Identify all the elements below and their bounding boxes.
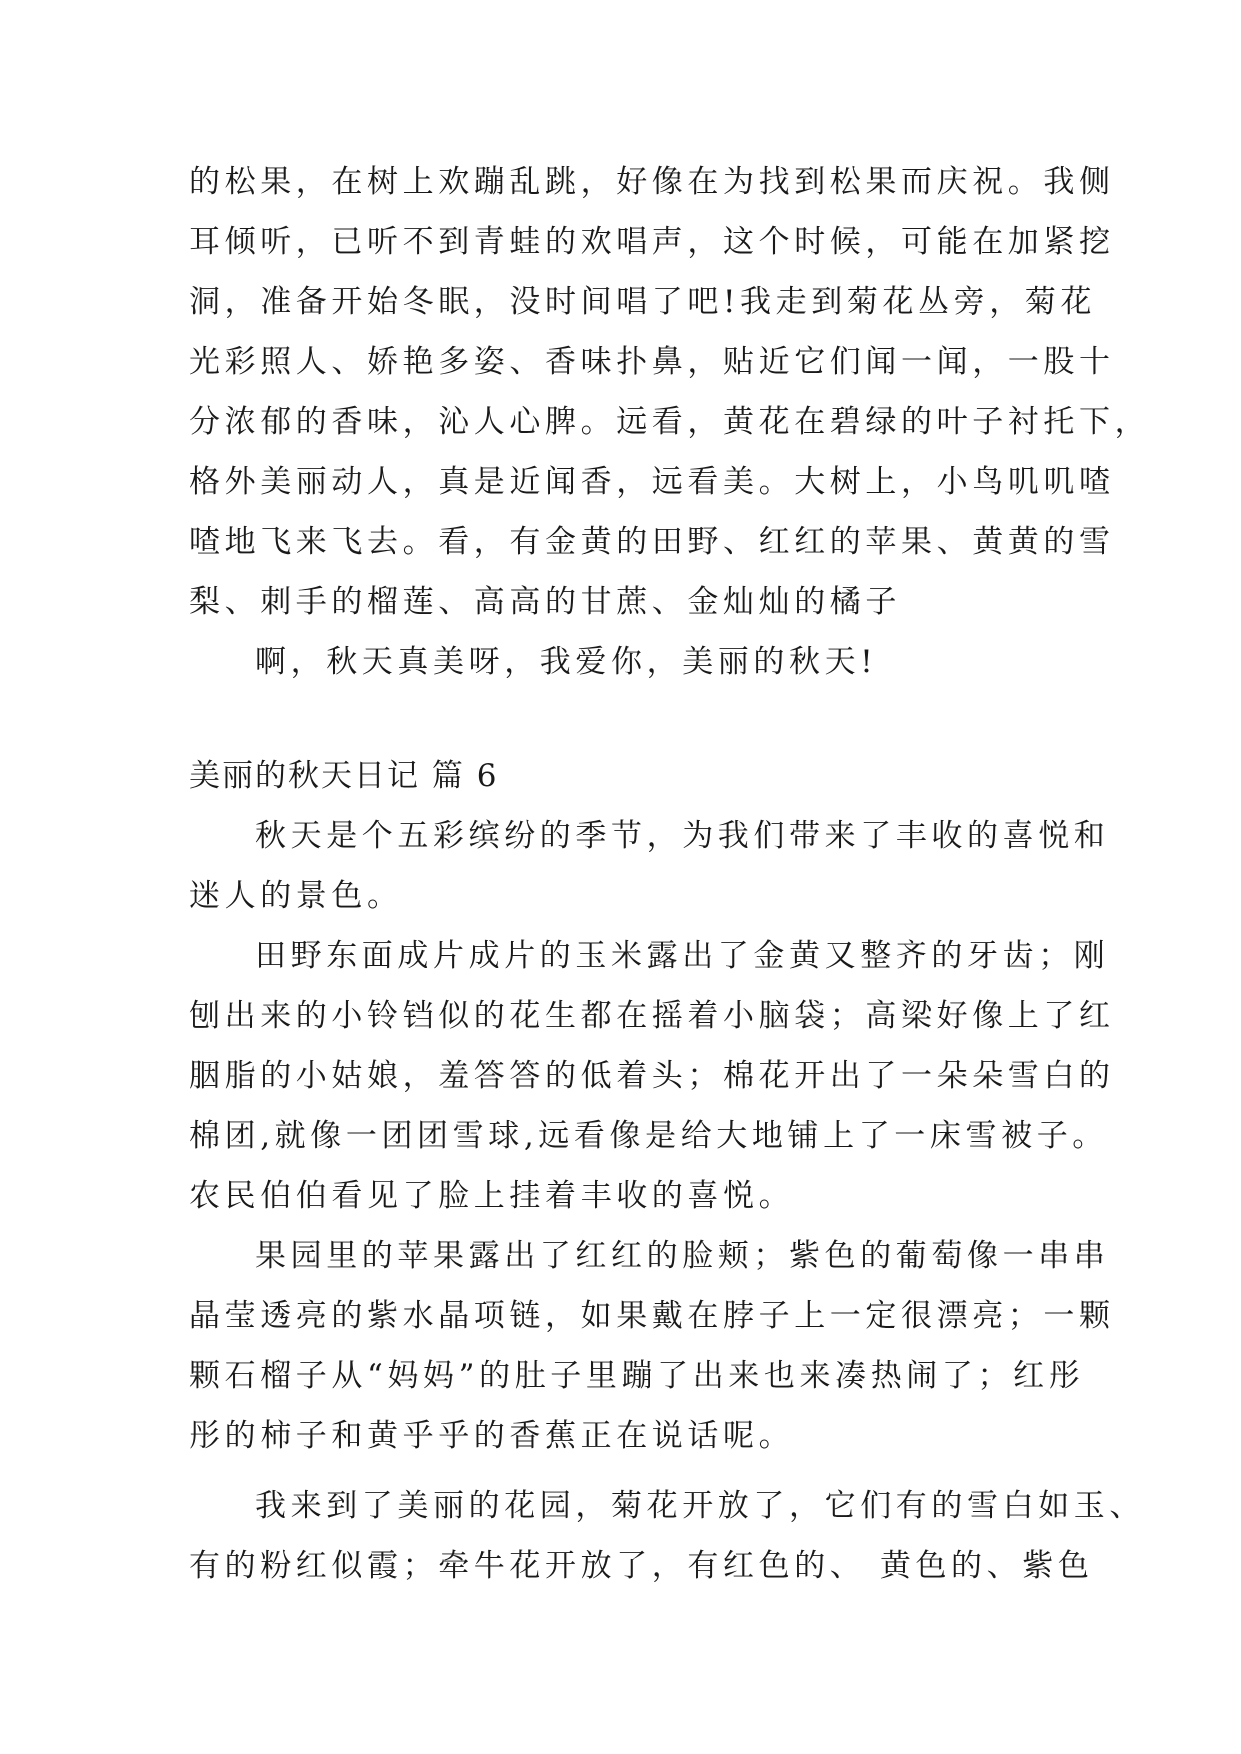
paragraph-line: 的松果，在树上欢蹦乱跳，好像在为找到松果而庆祝。我侧: [189, 164, 1115, 200]
paragraph-line: 迷人的景色。: [189, 878, 403, 914]
paragraph-line: 喳地飞来飞去。看，有金黄的田野、红红的苹果、黄黄的雪: [189, 524, 1115, 560]
paragraph-line: 有的粉红似霞；牵牛花开放了，有红色的、 黄色的、紫色: [189, 1548, 1094, 1584]
paragraph-line: 耳倾听，已听不到青蛙的欢唱声，这个时候，可能在加紧挖: [189, 224, 1115, 260]
paragraph-line: 秋天是个五彩缤纷的季节，为我们带来了丰收的喜悦和: [255, 818, 1110, 854]
paragraph-line: 啊，秋天真美呀，我爱你，美丽的秋天!: [255, 644, 878, 680]
paragraph-line: 刨出来的小铃铛似的花生都在摇着小脑袋；高梁好像上了红: [189, 998, 1115, 1034]
paragraph-line: 我来到了美丽的花园，菊花开放了，它们有的雪白如玉、: [255, 1488, 1145, 1524]
paragraph-line: 农民伯伯看见了脸上挂着丰收的喜悦。: [189, 1178, 795, 1214]
paragraph-line: 彤的柿子和黄乎乎的香蕉正在说话呢。: [189, 1418, 795, 1454]
section-heading: 美丽的秋天日记 篇 6: [189, 758, 499, 794]
paragraph-line: 梨、刺手的榴莲、高高的甘蔗、金灿灿的橘子: [189, 584, 901, 620]
paragraph-line: 分浓郁的香味，沁人心脾。远看，黄花在碧绿的叶子衬托下，: [189, 404, 1151, 440]
paragraph-line: 胭脂的小姑娘，羞答答的低着头；棉花开出了一朵朵雪白的: [189, 1058, 1115, 1094]
paragraph-line: 果园里的苹果露出了红红的脸颊；紫色的葡萄像一串串: [255, 1238, 1110, 1274]
paragraph-line: 颗石榴子从“妈妈”的肚子里蹦了出来也来凑热闹了；红彤: [189, 1358, 1085, 1394]
paragraph-line: 晶莹透亮的紫水晶项链，如果戴在脖子上一定很漂亮；一颗: [189, 1298, 1115, 1334]
paragraph-line: 洞，准备开始冬眠，没时间唱了吧!我走到菊花丛旁，菊花: [189, 284, 1097, 320]
paragraph-line: 格外美丽动人，真是近闻香，远看美。大树上，小鸟叽叽喳: [189, 464, 1115, 500]
paragraph-line: 光彩照人、娇艳多姿、香味扑鼻，贴近它们闻一闻，一股十: [189, 344, 1115, 380]
paragraph-line: 棉团,就像一团团雪球,远看像是给大地铺上了一床雪被子。: [189, 1118, 1108, 1154]
paragraph-line: 田野东面成片成片的玉米露出了金黄又整齐的牙齿；刚: [255, 938, 1110, 974]
